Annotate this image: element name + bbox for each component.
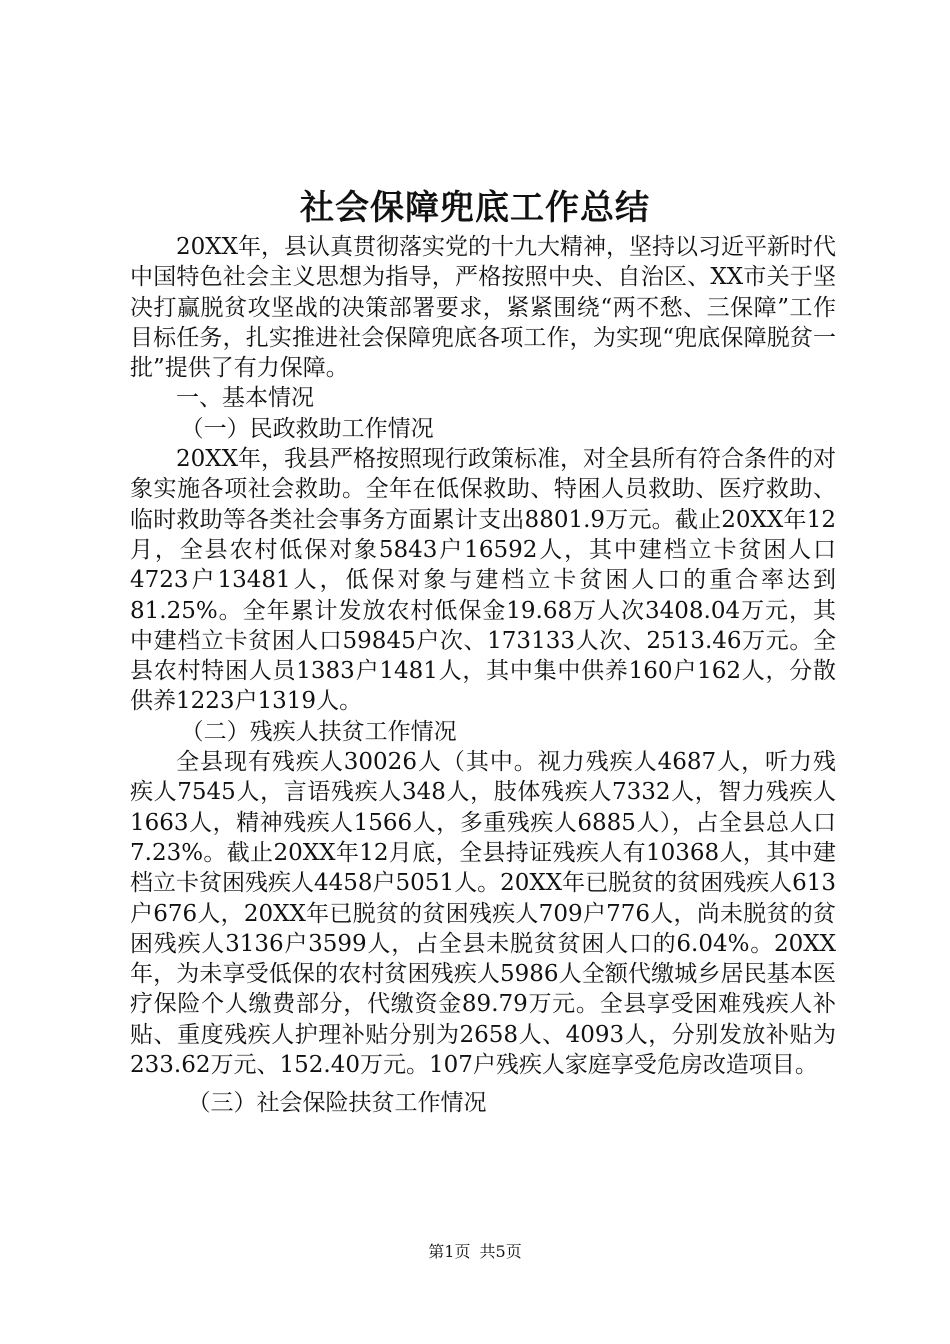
page-total: 共5页 bbox=[479, 1242, 522, 1261]
paragraph-civil-affairs: 20XX年，我县严格按照现行政策标准，对全县所有符合条件的对象实施各项社会救助。全年在低保救助、特困人员救助、医疗救助、临时救助等各类社会事务方面累计支出8801.9万元。截止20XX年12月，全县农村低保对象5843户16592人，其中建档立卡贫困人口4723户13481人，低保对象与建档立卡贫困人口的重合率达到81.25%。全年累计发放农村低保金19.68万人次3408.04万元，其中建档立卡贫困人口59845户次、173133人次、2513.46万元。全县农村特困人员1383户1481人，其中集中供养160户162人，分散供养1223户1319人。 bbox=[130, 446, 837, 715]
subheading-disabled: （二）残疾人扶贫工作情况 bbox=[180, 718, 457, 745]
intro-paragraph: 20XX年，县认真贯彻落实党的十九大精神，坚持以习近平新时代中国特色社会主义思想为指导，严格按照中央、自治区、XX市关于坚决打赢脱贫攻坚战的决策部署要求，紧紧围绕“两不愁、三保障”工作目标任务，扎实推进社会保障兜底各项工作，为实现“兜底保障脱贫一批”提供了有力保障。 bbox=[130, 234, 837, 382]
document-title: 社会保障兜底工作总结 bbox=[300, 188, 650, 228]
subheading-social-insurance: （三）社会保险扶贫工作情况 bbox=[187, 1090, 487, 1117]
page-number: 第1页 bbox=[428, 1242, 471, 1261]
document-body bbox=[130, 232, 836, 1119]
page-footer bbox=[0, 1242, 950, 1262]
paragraph-disabled: 全县现有残疾人30026人（其中。视力残疾人4687人，听力残疾人7545人，言语残疾人348人，肢体残疾人7332人，智力残疾人1663人，精神残疾人1566人，多重残疾人6885人），占全县总人口7.23%。截止20XX年12月底，全县持证残疾人有10368人，其中建档立卡贫困残疾人4458户5051人。20XX年已脱贫的贫困残疾人613户676人，20XX年已脱贫的贫困残疾人709户776人，尚未脱贫的贫困残疾人3136户3599人，占全县未脱贫贫困人口的6.04%。20XX年，为未享受低保的农村贫困残疾人5986人全额代缴城乡居民基本医疗保险个人缴费部分，代缴资金89.79万元。全县享受困难残疾人补贴、重度残疾人护理补贴分别为2658人、4093人，分别发放补贴为233.62万元、152.40万元。107户残疾人家庭享受危房改造项目。 bbox=[130, 749, 836, 1079]
subheading-civil-affairs: （一）民政救助工作情况 bbox=[180, 415, 434, 442]
section-heading-basic: 一、基本情况 bbox=[176, 385, 314, 412]
